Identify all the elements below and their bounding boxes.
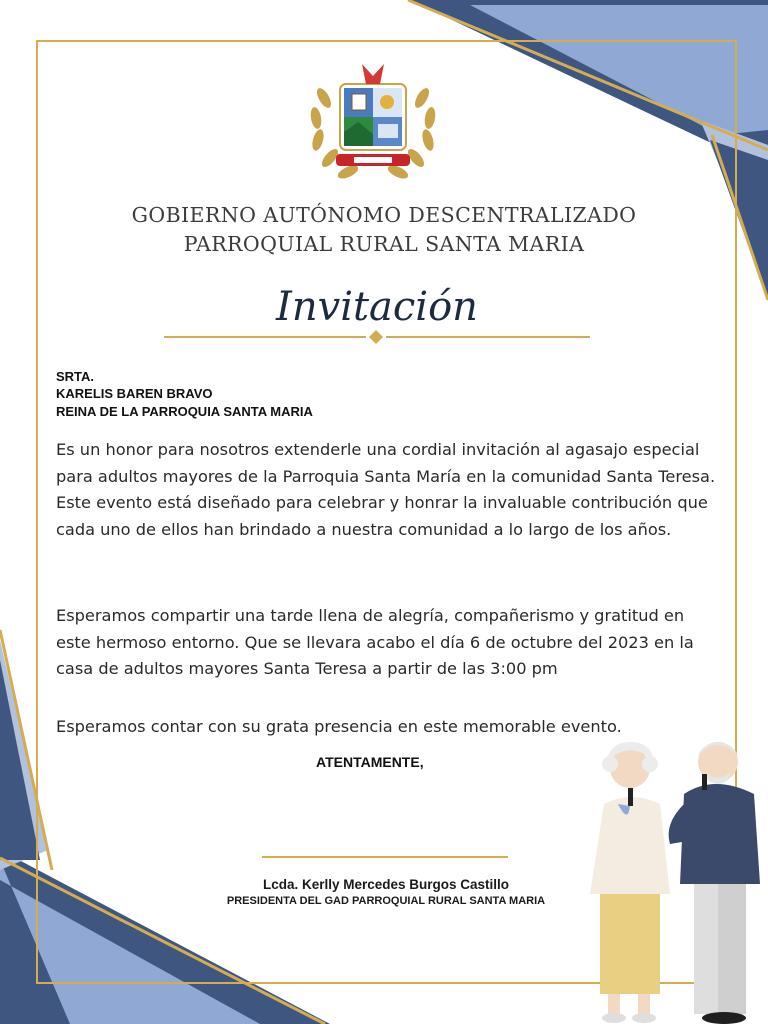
parish-coat-of-arms-icon xyxy=(302,58,444,186)
invitation-title: Invitación xyxy=(276,284,478,330)
signature-line xyxy=(262,856,508,858)
signatory-name: Lcda. Kerlly Mercedes Burgos Castillo xyxy=(262,877,510,892)
elderly-couple-illustration xyxy=(584,734,764,1024)
government-name-line-2: PARROQUIAL RURAL SANTA MARIA xyxy=(183,232,585,256)
signatory-role: PRESIDENTA DEL GAD PARROQUIAL RURAL SANTA MARIA xyxy=(226,895,546,907)
bottom-left-navy-lower xyxy=(0,660,40,860)
closing-text: ATENTAMENTE, xyxy=(316,754,424,770)
recipient-salutation: SRTA. xyxy=(56,369,95,384)
body-paragraph-2: Esperamos compartir una tarde llena de alegría, compañerismo y gratitud en este hermoso entorno. Que se llevara acabo el día 6 de octubre del 2023 en la casa de adultos mayores Santa Teresa a partir de las 3:00 pm xyxy=(56,606,694,679)
body-paragraph-3: Esperamos contar con su grata presencia en este memorable evento. xyxy=(56,717,622,736)
government-name-line-1: GOBIERNO AUTÓNOMO DESCENTRALIZADO xyxy=(131,203,637,227)
recipient-title: REINA DE LA PARROQUIA SANTA MARIA xyxy=(56,404,313,419)
man-figure xyxy=(669,742,760,1024)
recipient-name: KARELIS BAREN BRAVO xyxy=(56,386,213,401)
body-paragraph-1: Es un honor para nosotros extenderle una cordial invitación al agasajo especial para adultos mayores de la Parroquia Santa María en la comunidad Santa Teresa. Este evento está diseñado para celebrar y honrar la invaluable contribución que cada uno de ellos han brindado a nuestra comunidad a lo largo de los años. xyxy=(56,440,716,539)
woman-figure xyxy=(590,742,670,1023)
